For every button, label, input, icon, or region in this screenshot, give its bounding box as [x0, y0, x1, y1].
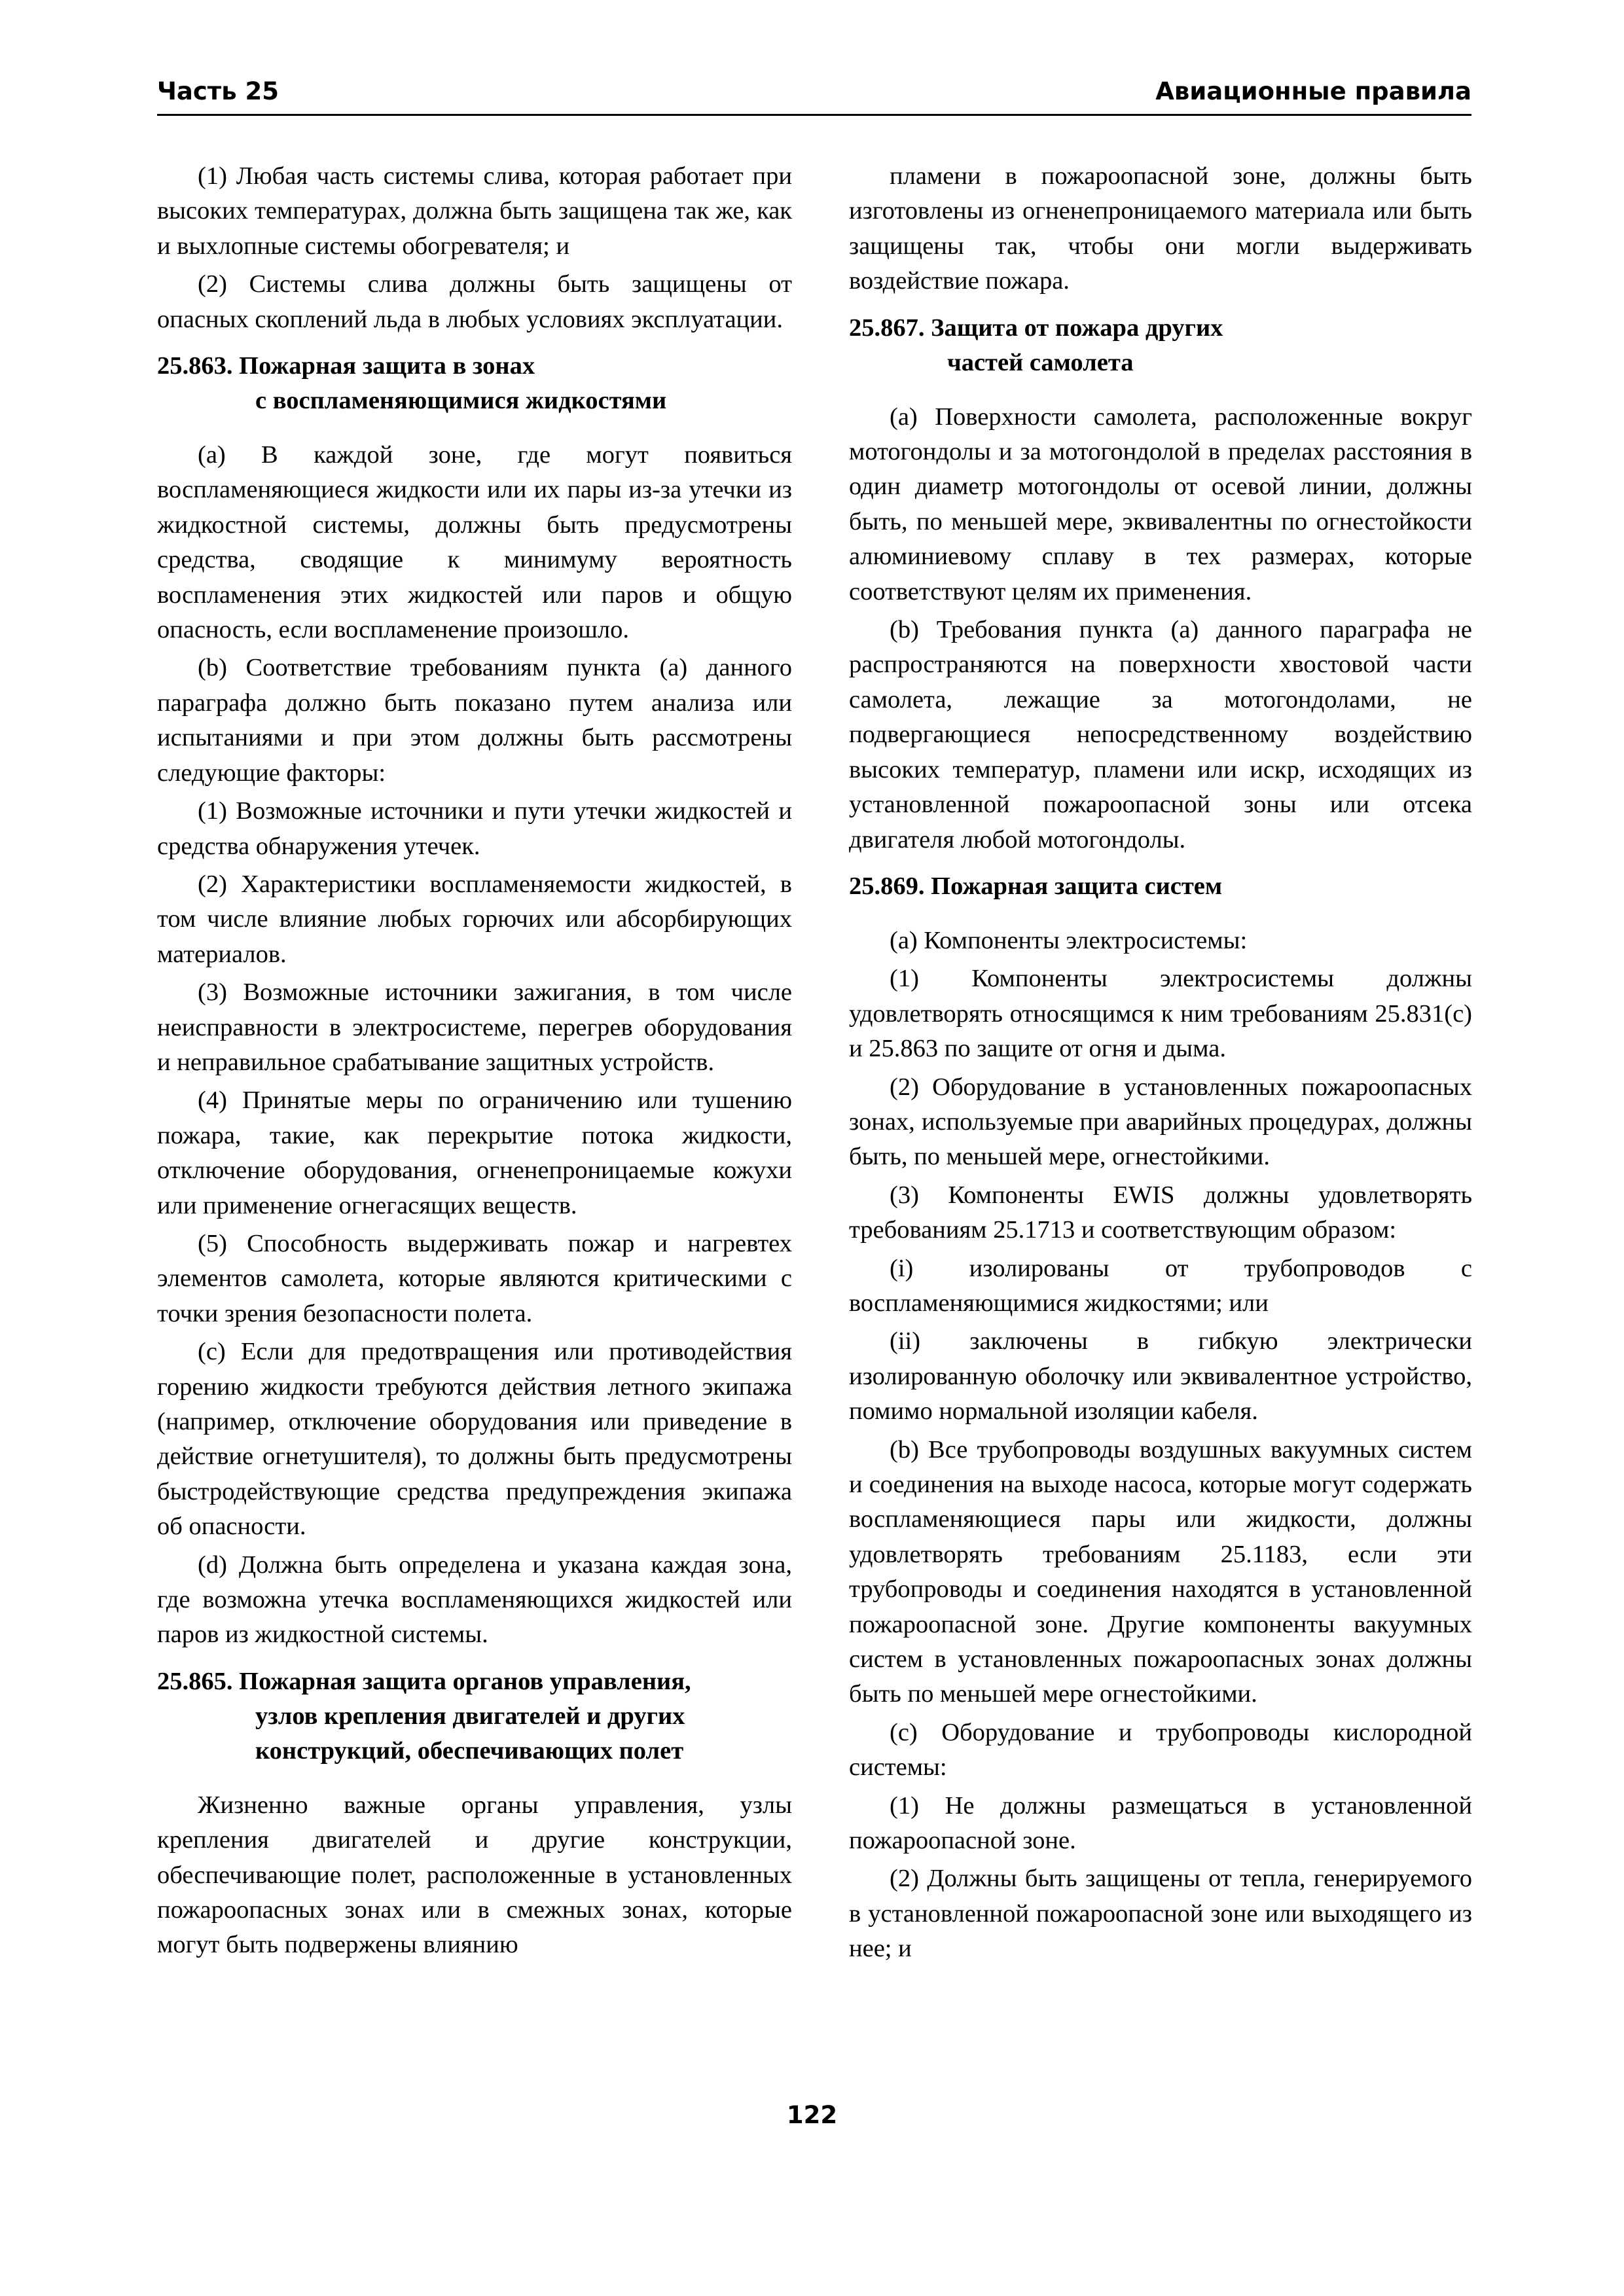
paragraph: (1) Любая часть системы слива, которая работает при высоких температурах, должна быть защищена так же, как и выхлопные системы обогревателя; и: [157, 162, 792, 260]
paragraph: (3) Возможные источники зажигания, в том числе неисправности в электросистеме, перегрев оборудования и неправильное срабатывание защитных устройств.: [157, 978, 792, 1076]
paragraph: (а) Компоненты электросистемы:: [890, 926, 1248, 954]
paragraph: (2) Характеристики воспламеняемости жидкостей, в том числе влияние любых горючих или абсорбирующих материалов.: [157, 870, 792, 968]
paragraph: (b) Требования пункта (а) данного параграфа не распространяются на поверхности хвостовой части самолета, лежащие за мотогондолами, не подвергающиеся непосредственному воздействию высоких температур, пламени или искр, исходящих из установленной пожароопасной зоны или отсека двигателя любой мотогондолы.: [849, 616, 1472, 853]
paragraph: (i) изолированы от трубопроводов с воспламеняющимися жидкостями; или: [849, 1254, 1472, 1317]
section-title-line: Защита от пожара других: [931, 314, 1223, 342]
running-header-title: Авиационные правила: [1155, 77, 1471, 105]
paragraph: (с) Если для предотвращения или противодействия горению жидкости требуются действия летного экипажа (например, отключение оборудования или приведение в действие огнетушителя), то должны быть предусмотрены быстродействующие средства предупреждения экипажа об опасности.: [157, 1338, 792, 1541]
section-number: 25.869.: [849, 872, 925, 900]
paragraph: пламени в пожароопасной зоне, должны быть изготовлены из огненепроницаемого материала или быть защищены так, чтобы они могли выдерживать воздействие пожара.: [849, 162, 1472, 295]
paragraph: (1) Не должны размещаться в установленной пожароопасной зоне.: [849, 1791, 1472, 1855]
right-column: [849, 159, 1472, 1970]
left-column: [157, 159, 792, 1966]
section-number: 25.865.: [157, 1667, 233, 1695]
section-number: 25.867.: [849, 314, 925, 342]
paragraph: (с) Оборудование и трубопроводы кислородной системы:: [849, 1718, 1472, 1782]
paragraph: (ii) заключены в гибкую электрически изолированную оболочку или эквивалентное устройство, помимо нормальной изоляции кабеля.: [849, 1327, 1472, 1426]
section-title-line: Пожарная защита органов управления,: [239, 1667, 691, 1695]
section-title-line: частей самолета: [947, 348, 1134, 376]
section-title-line: Пожарная защита систем: [931, 872, 1223, 900]
section-heading-25-863: [157, 349, 792, 418]
section-heading-25-867: [849, 311, 1472, 380]
paragraph: Жизненно важные органы управления, узлы крепления двигателей и другие конструкции, обеспечивающие полет, расположенные в установленных пожароопасных зонах или в смежных зонах, которые могут быть подвержены влиянию: [157, 1791, 792, 1959]
header-rule: [157, 114, 1471, 116]
paragraph: (1) Компоненты электросистемы должны удовлетворять относящимся к ним требованиям 25.831(c) и 25.863 по защите от огня и дыма.: [849, 965, 1472, 1063]
paragraph: (b) Все трубопроводы воздушных вакуумных систем и соединения на выходе насоса, которые могут содержать воспламеняющиеся пары или жидкости, должны удовлетворять требованиям 25.1183, если эти трубопроводы и соединения находятся в установленной пожароопасной зоне. Другие компоненты вакуумных систем в установленных пожароопасных зонах должны быть по меньшей мере огнестойкими.: [849, 1435, 1472, 1708]
paragraph: (а) Поверхности самолета, расположенные вокруг мотогондолы и за мотогондолой в пределах расстояния в один диаметр мотогондолы от осевой линии, должны быть, по меньшей мере, эквивалентны по огнестойкости алюминиевому сплаву в тех размерах, которые соответствуют целям их применения.: [849, 403, 1472, 605]
paragraph: (2) Оборудование в установленных пожароопасных зонах, используемые при аварийных процедурах, должны быть, по меньшей мере, огнестойкими.: [849, 1073, 1472, 1171]
section-number: 25.863.: [157, 352, 233, 380]
paragraph: (3) Компоненты EWIS должны удовлетворять требованиям 25.1713 и соответствующим образом:: [849, 1181, 1472, 1244]
paragraph: (2) Должны быть защищены от тепла, генерируемого в установленной пожароопасной зоне или выходящего из нее; и: [849, 1865, 1472, 1963]
paragraph: (2) Системы слива должны быть защищены от опасных скоплений льда в любых условиях эксплуатации.: [157, 270, 792, 333]
section-title-line: узлов крепления двигателей и других: [255, 1702, 685, 1730]
paragraph: (4) Принятые меры по ограничению или тушению пожара, такие, как перекрытие потока жидкости, отключение оборудования, огненепроницаемые кожухи или применение огнегасящих веществ.: [157, 1086, 792, 1219]
paragraph: (d) Должна быть определена и указана каждая зона, где возможна утечка воспламеняющихся жидкостей или паров из жидкостной системы.: [157, 1551, 792, 1649]
paragraph: (а) В каждой зоне, где могут появиться воспламеняющиеся жидкости или их пары из-за утечки из жидкостной системы, должны быть предусмотрены средства, сводящие к минимуму вероятность воспламенения этих жидкостей или паров и общую опасность, если воспламенение произошло.: [157, 441, 792, 644]
section-title-line: конструкций, обеспечивающих полет: [255, 1736, 684, 1765]
section-title-line: с воспламеняющимися жидкостями: [255, 387, 667, 415]
section-heading-25-865: [157, 1664, 792, 1768]
section-title-line: Пожарная защита в зонах: [239, 352, 535, 380]
paragraph: (b) Соответствие требованиям пункта (а) данного параграфа должно быть показано путем анализа или испытаниями и при этом должны быть рассмотрены следующие факторы:: [157, 654, 792, 787]
running-header-part: Часть 25: [157, 77, 280, 105]
paragraph: (5) Способность выдерживать пожар и нагревтех элементов самолета, которые являются критическими с точки зрения безопасности полета.: [157, 1229, 792, 1327]
page-number: 122: [786, 2101, 838, 2129]
section-heading-25-869: [849, 869, 1472, 904]
paragraph: (1) Возможные источники и пути утечки жидкостей и средства обнаружения утечек.: [157, 797, 792, 860]
